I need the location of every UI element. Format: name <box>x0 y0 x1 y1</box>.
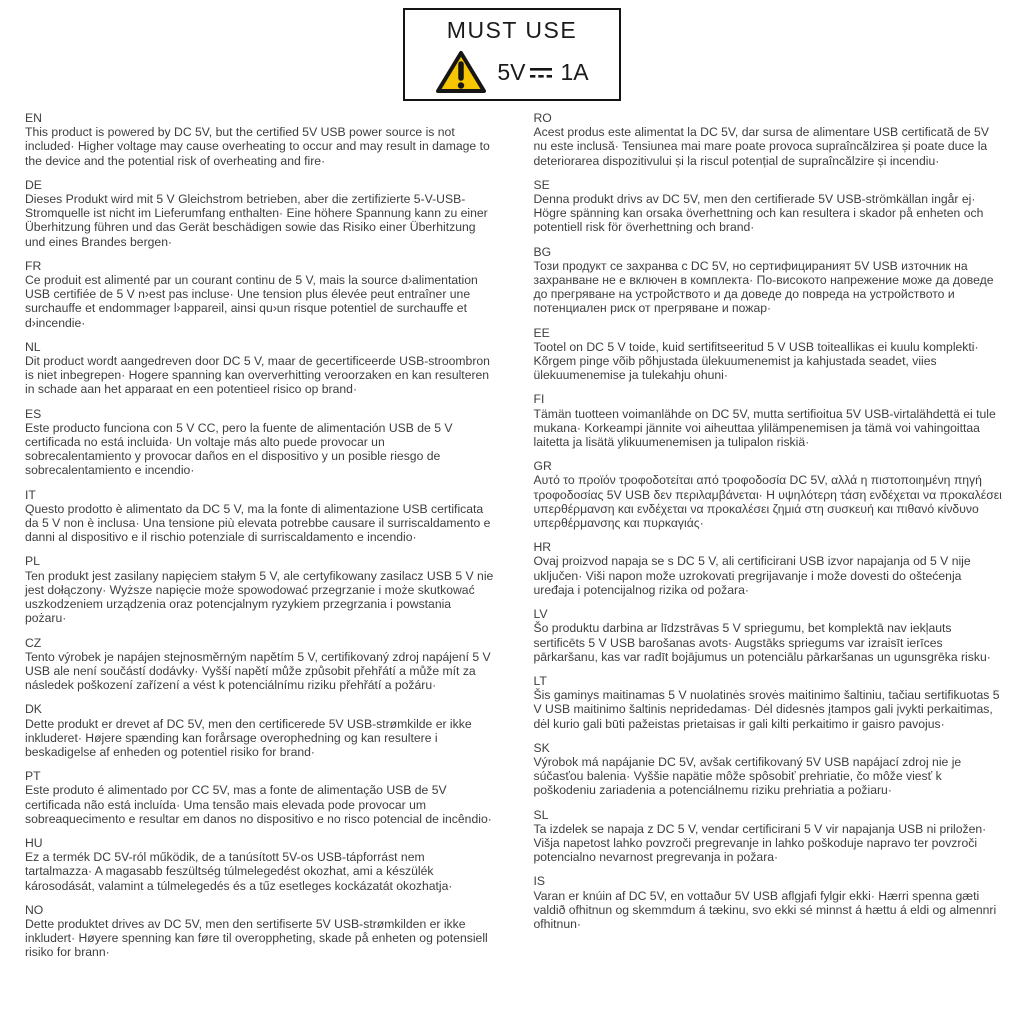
lang-code: CZ <box>25 635 42 650</box>
language-columns <box>0 101 1024 970</box>
lang-text: Ce produit est alimenté par un courant continu de 5 V, mais la source d›alimentation USB certifiée de 5 V n›est pas incluse· Une tension plus élevée peut entraîner une surchauffe et endommager l›appareil, ainsi qu›un risque potentiel de surchauffe et d›incendie· <box>25 273 478 330</box>
lang-text: Този продукт се захранва с DC 5V, но сертифицираният 5V USB източник на захранване не е включен в комплекта· По-високото напрежение може да доведе до прегряване на устройството и да доведе до повреда на устройството и потенциален риск от прегряване и пожар· <box>533 258 994 316</box>
lang-text: This product is powered by DC 5V, but the certified 5V USB power source is not included· Higher voltage may cause overheating to occur and may result in damage to the device and the potential risk of overheating and fire· <box>25 125 490 168</box>
lang-text: Acest produs este alimentat la DC 5V, dar sursa de alimentare USB certificată de 5V nu este inclusă· Tensiunea mai mare poate provoca supraîncălzirea și poate duce la deteriorarea dispozitivului și la riscul potențial de supraîncălzire și incendiu· <box>533 125 989 168</box>
lang-block-it <box>25 488 494 545</box>
lang-block-ee <box>534 326 1003 383</box>
must-use-box <box>403 8 621 101</box>
lang-text: Šis gaminys maitinamas 5 V nuolatinės srovės maitinimo šaltiniu, tačiau sertifikuotas 5 V USB maitinimo šaltinis nepridedamas· Dėl didesnės įtampos gali įvykti perkaitimas, dėl kurio gali būti pažeistas prietaisas ir gali kilti perkaitimo ir gaisro pavojus· <box>533 688 1000 731</box>
lang-text: Questo prodotto è alimentato da DC 5 V, ma la fonte di alimentazione USB certificata da 5 V non è inclusa· Una tensione più elevata potrebbe causare il surriscaldamento e danni al dispositivo e il rischio potenziale di surriscaldamento e incendio· <box>25 501 491 545</box>
lang-code: SL <box>533 807 549 822</box>
lang-code: EE <box>533 325 550 340</box>
lang-text: Ten produkt jest zasilany napięciem stałym 5 V, ale certyfikowany zasilacz USB 5 V nie jest dołączony· Wyższe napięcie może spowodować przegrzanie i może skutkować uszkodzeniem urządzenia oraz potencjalnym ryzykiem przegrzania i powstania pożaru· <box>25 568 494 626</box>
lang-code: IS <box>533 874 546 889</box>
lang-block-de <box>25 178 494 249</box>
lang-text: Dit product wordt aangedreven door DC 5 V, maar de gecertificeerde USB-stroombron is niet inbegrepen· Hogere spanning kan oververhitting veroorzaken en kan resulteren in schade aan het apparaat en een potentieel risico op brand· <box>25 354 490 397</box>
lang-block-gr <box>534 459 1003 530</box>
lang-text: Αυτό το προϊόν τροφοδοτείται από τροφοδοσία DC 5V, αλλά η πιστοποιημένη πηγή τροφοδοσίας 5V USB δεν περιλαμβάνεται· Η υψηλότερη τάση ενδέχεται να προκαλέσει υπερθέρμανση και ενδέχεται να προκαλέσει ζημιά στη συσκευή και πιθανό κίνδυνο υπερθέρμανσης και πυρκαγιάς· <box>533 473 1002 531</box>
lang-text: Tootel on DC 5 V toide, kuid sertifitseeritud 5 V USB toiteallikas ei kuulu komplekti· Kõrgem pinge võib põhjustada ülekuumenemist ja kahjustada seadet, viies ülekuumenemise ja tulekahju ohuni· <box>533 339 979 383</box>
lang-code: SE <box>533 177 550 192</box>
lang-text: Ta izdelek se napaja z DC 5 V, vendar certificirani 5 V vir napajanja USB ni priložen· Višja napetost lahko povzroči pregrevanje in lahko poškoduje napravo ter povzroči potencialno nevarnost pregrevanja in požara· <box>533 821 987 865</box>
lang-block-fr <box>25 259 494 330</box>
lang-text: Denna produkt drivs av DC 5V, men den certifierade 5V USB-strömkällan ingår ej· Högre spänning kan orsaka överhettning och kan resultera i skador på enheten och potentiell risk för överhettning och brand· <box>533 192 984 235</box>
lang-block-ro <box>534 111 1003 168</box>
lang-code: LV <box>533 607 548 622</box>
lang-block-se <box>534 178 1003 235</box>
lang-block-is <box>534 874 1003 931</box>
lang-block-bg <box>534 245 1003 316</box>
lang-block-dk <box>25 702 494 759</box>
lang-text: Výrobok má napájanie DC 5V, avšak certifikovaný 5V USB napájací zdroj nie je súčasťou balenia· Vyššie napätie môže spôsobiť prehriatie, čo môže viesť k poškodeniu zariadenia a potenciálnemu riziku prehriatia a požiaru· <box>533 754 962 798</box>
lang-block-nl <box>25 340 494 397</box>
lang-block-en <box>25 111 494 168</box>
header <box>0 0 1024 101</box>
lang-text: Dette produkt er drevet af DC 5V, men den certificerede 5V USB-strømkilde er ikke inkluderet· Højere spænding kan forårsage overophedning og kan resultere i beskadigelse af enheden og potentiel risiko for brand· <box>25 716 472 759</box>
lang-code: FI <box>533 392 545 407</box>
lang-text: Dieses Produkt wird mit 5 V Gleichstrom betrieben, aber die zertifizierte 5-V-USB-Stromquelle ist nicht im Lieferumfang enthalten· Eine höhere Spannung kann zu einer Überhitzung führen und das Gerät beschädigen sowie das Risiko einer Überhitzung und eines Brandes bergen· <box>25 192 488 249</box>
lang-text: Ovaj proizvod napaja se s DC 5 V, ali certificirani USB izvor napajanja od 5 V nije uključen· Viši napon može uzrokovati pregrijavanje i može dovesti do oštećenja uređaja i potencijalnog rizika od požara· <box>533 554 971 597</box>
voltage-current-spec <box>497 59 588 86</box>
lang-block-pt <box>25 769 494 826</box>
lang-code: SK <box>533 740 550 755</box>
right-column <box>534 111 1003 970</box>
lang-block-no <box>25 903 494 960</box>
lang-code: EN <box>25 111 42 125</box>
lang-code: ES <box>25 406 42 421</box>
left-column <box>25 111 494 970</box>
lang-text: Tämän tuotteen voimanlähde on DC 5V, mutta sertifioitua 5V USB-virtalähdettä ei tule mukana· Korkeampi jännite voi aiheuttaa ylilämpenemisen ja tämä voi vahingoittaa laitetta ja lisätä ylikuumenemisen ja tulipalon riskiä· <box>533 406 996 450</box>
lang-code: DK <box>25 702 42 717</box>
warning-triangle-icon <box>435 49 487 95</box>
lang-code: PL <box>25 554 40 569</box>
lang-text: Varan er knúin af DC 5V, en vottaður 5V USB aflgjafi fylgir ekki· Hærri spenna gæti valdið ofhitnun og skemmdum á tækinu, svo ekki sé minnst á hættu á eldi og almennri ofhitnun· <box>533 888 997 931</box>
lang-code: NO <box>25 902 44 917</box>
lang-block-hr <box>534 540 1003 597</box>
lang-code: HR <box>533 540 552 555</box>
lang-text: Šo produktu darbina ar līdzstrāvas 5 V spriegumu, bet komplektā nav iekļauts sertificēts 5 V USB barošanas avots· Augstāks spriegums var izraisīt ierīces pārkaršanu, kas var radīt bojājumus un potenciālu pārkaršanas un ugunsgrēka risku· <box>533 621 991 664</box>
dc-symbol-icon <box>529 66 553 80</box>
lang-code: IT <box>25 487 36 502</box>
current-value: 1A <box>560 58 589 85</box>
lang-block-pl <box>25 554 494 625</box>
voltage-value: 5V <box>497 58 526 85</box>
power-spec <box>415 49 609 95</box>
lang-code: BG <box>533 244 552 259</box>
lang-code: GR <box>533 459 552 474</box>
lang-code: LT <box>533 673 547 688</box>
lang-text: Ez a termék DC 5V-ról működik, de a tanúsított 5V-os USB-tápforrást nem tartalmazza· A magasabb feszültség túlmelegedést okozhat, ami a készülék károsodását, valamint a túlmelegedés és a tűz esetleges kockázatát okozhatja· <box>25 850 453 893</box>
lang-code: DE <box>25 177 42 192</box>
lang-block-lt <box>534 674 1003 731</box>
lang-code: PT <box>25 769 41 784</box>
lang-text: Este producto funciona con 5 V CC, pero la fuente de alimentación USB de 5 V certificada no está incluida· Un voltaje más alto puede provocar un sobrecalentamiento y provocar daños en el dispositivo y un posible riesgo de sobrecalentamiento e incendio· <box>25 420 453 478</box>
lang-text: Tento výrobek je napájen stejnosměrným napětím 5 V, certifikovaný zdroj napájení 5 V USB ale není součástí dodávky· Vyšší napětí může způsobit přehřátí a může mít za následek poškození zařízení a vést k potenciálnímu riziku přehřátí a požáru· <box>25 649 491 693</box>
lang-code: NL <box>25 339 41 354</box>
lang-block-hu <box>25 836 494 893</box>
lang-block-es <box>25 407 494 478</box>
lang-block-fi <box>534 392 1003 449</box>
lang-code: HU <box>25 835 43 850</box>
lang-code: RO <box>533 111 552 125</box>
lang-block-sk <box>534 741 1003 798</box>
lang-text: Dette produktet drives av DC 5V, men den sertifiserte 5V USB-strømkilden er ikke inkludert· Høyere spenning kan føre til overoppheting, skade på enheten og potensiell risiko for brann· <box>25 916 488 960</box>
lang-block-lv <box>534 607 1003 664</box>
lang-block-sl <box>534 808 1003 865</box>
lang-code: FR <box>25 258 42 273</box>
lang-text: Este produto é alimentado por CC 5V, mas a fonte de alimentação USB de 5V certificada não está incluída· Uma tensão mais elevada pode provocar um sobreaquecimento e resultar em danos no dispositivo e no risco potencial de incêndio· <box>25 783 492 826</box>
lang-block-cz <box>25 636 494 693</box>
must-use-title: MUST USE <box>446 17 578 43</box>
